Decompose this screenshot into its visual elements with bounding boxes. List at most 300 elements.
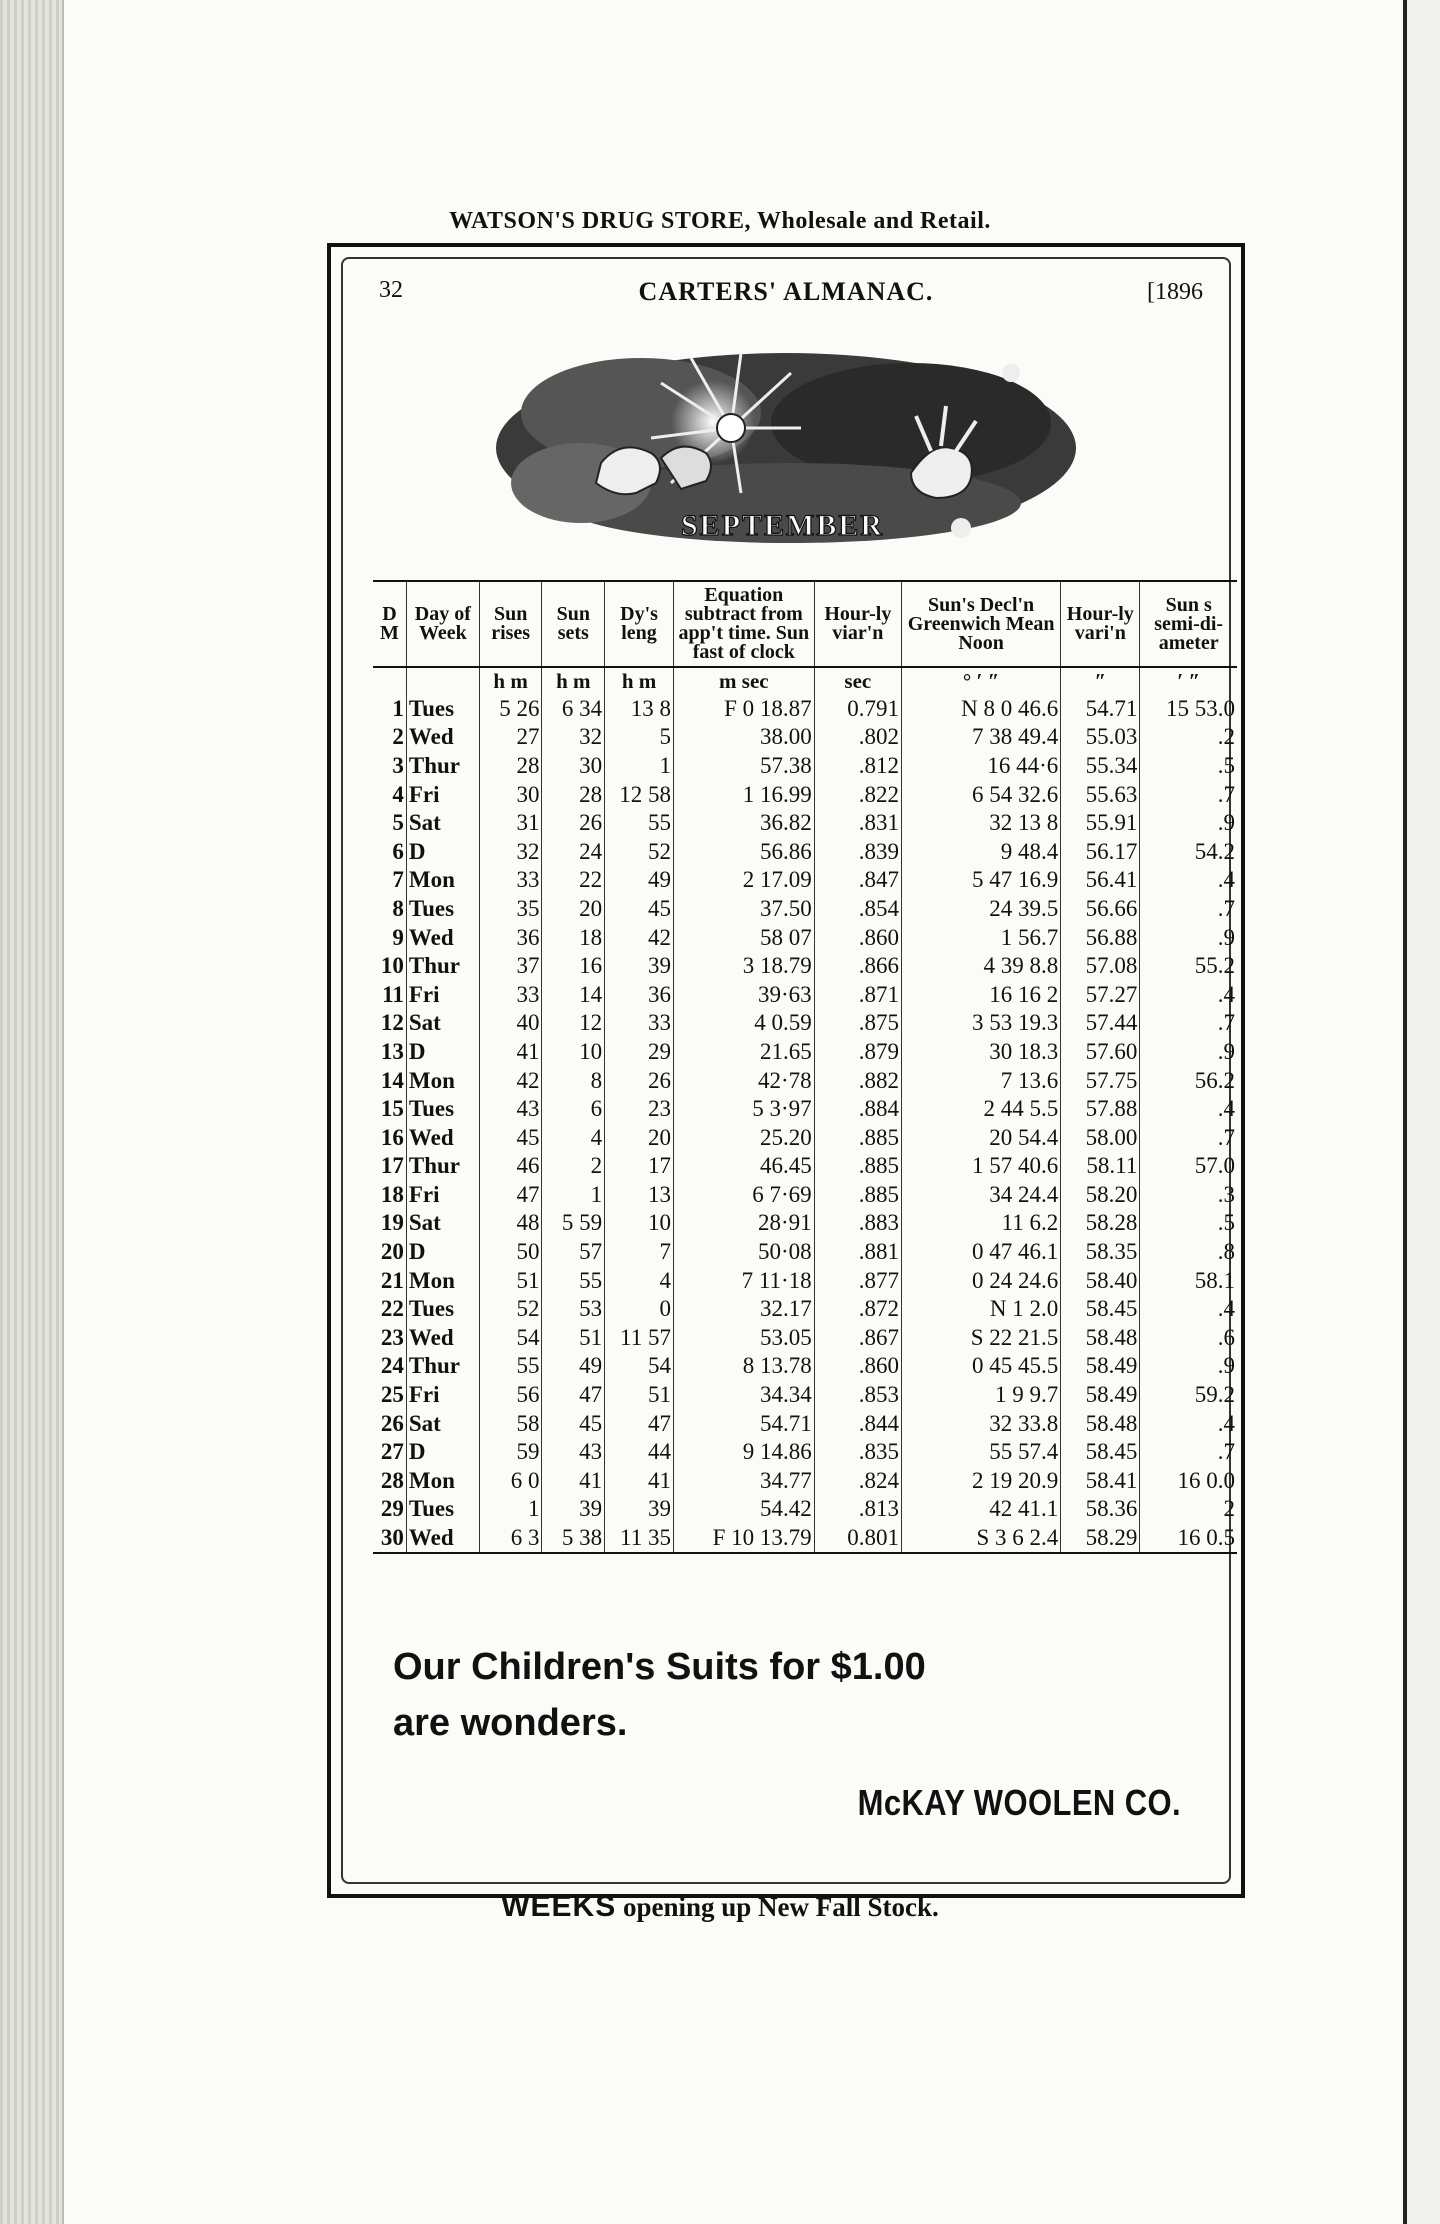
column-header: Sun s semi-di-ameter (1140, 581, 1237, 667)
table-cell: 10 (605, 1209, 674, 1238)
table-cell: 36 (605, 980, 674, 1009)
table-cell: 22 (542, 866, 605, 895)
table-cell: 16 0.5 (1140, 1523, 1237, 1553)
table-cell: 55 (479, 1352, 542, 1381)
table-cell: .6 (1217, 1324, 1235, 1350)
table-cell: 20 (605, 1123, 674, 1152)
table-cell: 34.34 (673, 1380, 814, 1409)
table-row (373, 694, 1237, 723)
table-cell: .875 (814, 1009, 901, 1038)
table-cell: D (406, 1037, 479, 1066)
table-cell: 5 59 (542, 1209, 605, 1238)
table-cell: Mon (406, 1266, 479, 1295)
table-cell: 31 (479, 808, 542, 837)
table-cell: 59.2 (1194, 1382, 1235, 1408)
table-cell: 26 (542, 808, 605, 837)
table-cell: 16 16 2 (902, 980, 1061, 1009)
table-cell: 18 (373, 1180, 406, 1209)
table-cell: .822 (814, 780, 901, 809)
footer-store-name: WEEKS (501, 1890, 617, 1923)
table-row (373, 808, 1237, 837)
table-cell: 34 24.4 (902, 1180, 1061, 1209)
table-cell: 57.44 (1061, 1009, 1140, 1038)
table-row (373, 1037, 1237, 1066)
table-cell: 47 (605, 1409, 674, 1438)
table-cell: 25.20 (673, 1123, 814, 1152)
table-cell: 34.77 (673, 1466, 814, 1495)
page-number: 32 (379, 277, 403, 303)
table-cell: .882 (814, 1066, 901, 1095)
table-cell: 51 (542, 1323, 605, 1352)
table-cell: 13 (605, 1180, 674, 1209)
table-row (373, 894, 1237, 923)
table-cell: 0 45 45.5 (902, 1352, 1061, 1381)
table-cell: 1 (373, 694, 406, 723)
table-cell: .802 (814, 723, 901, 752)
table-cell: Fri (406, 980, 479, 1009)
table-cell: 33 (605, 1009, 674, 1038)
table-cell: 0.791 (814, 694, 901, 723)
table-cell: 37 (479, 951, 542, 980)
table-cell: 32 (542, 723, 605, 752)
top-advertisement: WATSON'S DRUG STORE, Wholesale and Retail. (449, 208, 991, 234)
table-cell: 12 (373, 1009, 406, 1038)
table-cell: 40 (479, 1009, 542, 1038)
table-cell: ° ′ ″ (902, 667, 1061, 694)
table-cell: .872 (814, 1294, 901, 1323)
table-cell: Tues (406, 694, 479, 723)
table-cell: 0 47 46.1 (902, 1237, 1061, 1266)
table-cell: .4 (1217, 981, 1235, 1007)
table-cell: Thur (406, 1152, 479, 1181)
table-cell: 55.34 (1061, 751, 1140, 780)
table-cell: 56.41 (1061, 866, 1140, 895)
advert-company: McKAY WOOLEN CO. (857, 1782, 1181, 1823)
table-cell: 45 (605, 894, 674, 923)
table-cell: .2 (1217, 724, 1235, 750)
table-cell: 58.45 (1061, 1437, 1140, 1466)
table-cell: 5 38 (542, 1523, 605, 1553)
table-row (373, 1266, 1237, 1295)
table-cell: 54.71 (673, 1409, 814, 1438)
table-cell: 46.45 (673, 1152, 814, 1181)
table-cell: .844 (814, 1409, 901, 1438)
table-cell: m sec (673, 667, 814, 694)
table-cell: 52 (605, 837, 674, 866)
almanac-title: CARTERS' ALMANAC. (638, 277, 934, 306)
table-cell: 2 44 5.5 (902, 1094, 1061, 1123)
table-cell: 6 54 32.6 (902, 780, 1061, 809)
table-cell: 32 (479, 837, 542, 866)
table-cell: 57 (542, 1237, 605, 1266)
table-cell: N 1 2.0 (902, 1294, 1061, 1323)
table-cell: 28 (373, 1466, 406, 1495)
table-cell: 56.17 (1061, 837, 1140, 866)
table-cell: 20 (373, 1237, 406, 1266)
table-cell: 58.49 (1061, 1352, 1140, 1381)
column-header: Sun rises (479, 581, 542, 667)
column-header: Dy's leng (605, 581, 674, 667)
table-cell: 53.05 (673, 1323, 814, 1352)
table-cell: 55.91 (1061, 808, 1140, 837)
table-cell: S 3 6 2.4 (902, 1523, 1061, 1553)
table-cell: Fri (406, 1180, 479, 1209)
almanac-frame (327, 243, 1245, 1898)
table-cell: 0 (605, 1294, 674, 1323)
table-row (373, 1009, 1237, 1038)
table-row (373, 751, 1237, 780)
advert-line-1: Our Children's Suits for $1.00 (393, 1646, 926, 1688)
table-cell: 14 (373, 1066, 406, 1095)
table-cell: 58.48 (1061, 1409, 1140, 1438)
table-cell: 16 44·6 (902, 751, 1061, 780)
table-cell: 58.11 (1061, 1152, 1140, 1181)
table-cell: 22 (373, 1294, 406, 1323)
table-row (373, 1352, 1237, 1381)
table-cell: .3 (1217, 1181, 1235, 1207)
table-cell: 58.28 (1061, 1209, 1140, 1238)
table-cell: 39·63 (673, 980, 814, 1009)
table-cell: 54.2 (1194, 838, 1235, 864)
suits-advertisement (393, 1639, 1113, 1751)
table-cell: 28 (542, 780, 605, 809)
table-cell: 55 (605, 808, 674, 837)
table-cell: 43 (479, 1094, 542, 1123)
table-cell: 7 38 49.4 (902, 723, 1061, 752)
table-row (373, 1152, 1237, 1181)
table-cell: ′ ″ (1177, 668, 1201, 693)
table-cell: 23 (605, 1094, 674, 1123)
almanac-table (373, 580, 1237, 1554)
table-cell: 38.00 (673, 723, 814, 752)
table-cell: Wed (406, 1523, 479, 1553)
table-cell: 59 (479, 1437, 542, 1466)
table-cell: 42 (479, 1066, 542, 1095)
table-row (373, 1123, 1237, 1152)
table-cell: 57.27 (1061, 980, 1140, 1009)
table-cell: 58.29 (1061, 1523, 1140, 1553)
table-cell: .866 (814, 951, 901, 980)
table-cell: 45 (542, 1409, 605, 1438)
table-cell: 47 (479, 1180, 542, 1209)
table-cell: 9 14.86 (673, 1437, 814, 1466)
table-row (373, 1466, 1237, 1495)
table-cell: 53 (542, 1294, 605, 1323)
table-cell (406, 667, 479, 694)
table-cell: 7 (373, 866, 406, 895)
table-cell: Tues (406, 1094, 479, 1123)
table-row (373, 1237, 1237, 1266)
table-cell: 28·91 (673, 1209, 814, 1238)
table-cell: 58.45 (1061, 1294, 1140, 1323)
column-header: Equation subtract from app't time. Sun fast of clock (673, 581, 814, 667)
table-cell: .839 (814, 837, 901, 866)
table-cell: 28 (479, 751, 542, 780)
table-cell: 37.50 (673, 894, 814, 923)
table-cell: 36.82 (673, 808, 814, 837)
table-cell: 58.40 (1061, 1266, 1140, 1295)
table-cell: 10 (542, 1037, 605, 1066)
column-header: Hour-ly viar'n (814, 581, 901, 667)
table-cell: Wed (406, 1323, 479, 1352)
table-cell: .853 (814, 1380, 901, 1409)
table-cell: 55.03 (1061, 723, 1140, 752)
table-cell: 8 13.78 (673, 1352, 814, 1381)
table-cell: .871 (814, 980, 901, 1009)
table-cell: 6 (373, 837, 406, 866)
table-cell: 57.0 (1194, 1153, 1235, 1179)
table-cell: 56.2 (1194, 1067, 1235, 1093)
table-cell: .7 (1217, 1010, 1235, 1036)
table-cell: .9 (1217, 1353, 1235, 1379)
table-cell: 10 (373, 951, 406, 980)
table-cell: 0.801 (814, 1523, 901, 1553)
table-cell: .813 (814, 1495, 901, 1524)
table-cell: 5 3·97 (673, 1094, 814, 1123)
table-cell: 17 (605, 1152, 674, 1181)
table-cell: D (406, 1237, 479, 1266)
table-cell: Sat (406, 1409, 479, 1438)
table-cell: 27 (479, 723, 542, 752)
table-cell: .835 (814, 1437, 901, 1466)
table-cell: .7 (1217, 781, 1235, 807)
table-cell: .9 (1217, 810, 1235, 836)
table-cell: h m (542, 667, 605, 694)
table-cell: 26 (605, 1066, 674, 1095)
table-cell: 7 (605, 1237, 674, 1266)
table-cell: Wed (406, 923, 479, 952)
table-cell: 14 (542, 980, 605, 1009)
table-cell: 2 17.09 (673, 866, 814, 895)
table-cell: Fri (406, 780, 479, 809)
table-cell: ″ (1061, 667, 1140, 694)
table-row (373, 780, 1237, 809)
table-cell: 57.38 (673, 751, 814, 780)
table-cell: 16 (373, 1123, 406, 1152)
table-cell: 42·78 (673, 1066, 814, 1095)
table-cell: .5 (1217, 752, 1235, 778)
table-cell: 4 (605, 1266, 674, 1295)
table-cell: 58.48 (1061, 1323, 1140, 1352)
table-cell: 4 (542, 1123, 605, 1152)
table-cell: 39 (605, 1495, 674, 1524)
month-name: SEPTEMBER (681, 509, 885, 542)
table-cell: .885 (814, 1123, 901, 1152)
table-cell: .881 (814, 1237, 901, 1266)
table-cell: 2 19 20.9 (902, 1466, 1061, 1495)
table-cell: 57.75 (1061, 1066, 1140, 1095)
table-cell: 55.63 (1061, 780, 1140, 809)
table-cell: 57.60 (1061, 1037, 1140, 1066)
table-cell: .4 (1217, 1296, 1235, 1322)
table-cell: .5 (1217, 1210, 1235, 1236)
table-cell: S 22 21.5 (902, 1323, 1061, 1352)
table-cell: 12 (542, 1009, 605, 1038)
column-header: Day of Week (406, 581, 479, 667)
table-cell: 58 07 (673, 923, 814, 952)
table-row (373, 837, 1237, 866)
table-cell: F 0 18.87 (673, 694, 814, 723)
table-cell: 32 13 8 (902, 808, 1061, 837)
table-cell: 8 (373, 894, 406, 923)
table-cell: 7 11·18 (673, 1266, 814, 1295)
table-cell: 27 (373, 1437, 406, 1466)
table-cell: 4 0.59 (673, 1009, 814, 1038)
table-cell: 7 13.6 (902, 1066, 1061, 1095)
table-cell: 32.17 (673, 1294, 814, 1323)
table-cell: 6 34 (542, 694, 605, 723)
table-cell: 58.36 (1061, 1495, 1140, 1524)
table-row (373, 1523, 1237, 1553)
table-cell: Mon (406, 866, 479, 895)
table-cell: 41 (542, 1466, 605, 1495)
table-cell: Thur (406, 951, 479, 980)
table-cell: 1 16.99 (673, 780, 814, 809)
table-cell: .7 (1217, 895, 1235, 921)
table-cell: 18 (542, 923, 605, 952)
table-cell: 1 9 9.7 (902, 1380, 1061, 1409)
table-cell: .9 (1217, 924, 1235, 950)
table-cell: Fri (406, 1380, 479, 1409)
table-cell: 2 (1223, 1496, 1235, 1522)
table-cell: .879 (814, 1037, 901, 1066)
table-cell: 58.49 (1061, 1380, 1140, 1409)
table-cell: 56.66 (1061, 894, 1140, 923)
table-cell: 54 (479, 1323, 542, 1352)
table-cell: 42 (605, 923, 674, 952)
table-cell: 29 (605, 1037, 674, 1066)
table-cell: 24 39.5 (902, 894, 1061, 923)
table-cell: 39 (605, 951, 674, 980)
table-cell: .812 (814, 751, 901, 780)
table-cell: 56.86 (673, 837, 814, 866)
table-cell: Thur (406, 1352, 479, 1381)
table-cell: 36 (479, 923, 542, 952)
table-cell: Thur (406, 751, 479, 780)
table-cell: 58.00 (1061, 1123, 1140, 1152)
table-cell: 50 (479, 1237, 542, 1266)
table-cell: 2 (542, 1152, 605, 1181)
table-cell: .4 (1217, 1096, 1235, 1122)
table-cell: 49 (542, 1352, 605, 1381)
table-cell: 42 41.1 (902, 1495, 1061, 1524)
table-cell: 41 (605, 1466, 674, 1495)
table-header-row (373, 581, 1237, 667)
table-cell: 11 57 (605, 1323, 674, 1352)
table-cell: 0 24 24.6 (902, 1266, 1061, 1295)
table-cell: 54 (605, 1352, 674, 1381)
table-cell: .884 (814, 1094, 901, 1123)
table-cell: 50·08 (673, 1237, 814, 1266)
table-cell: 11 35 (605, 1523, 674, 1553)
table-cell: 24 (542, 837, 605, 866)
table-cell: 30 (479, 780, 542, 809)
table-cell: 11 6.2 (902, 1209, 1061, 1238)
table-cell: Tues (406, 1294, 479, 1323)
table-row (373, 1066, 1237, 1095)
table-cell: .885 (814, 1180, 901, 1209)
table-cell: .885 (814, 1152, 901, 1181)
table-cell: F 10 13.79 (673, 1523, 814, 1553)
table-cell: 1 (479, 1495, 542, 1524)
table-cell: Tues (406, 1495, 479, 1524)
table-cell: 54.42 (673, 1495, 814, 1524)
table-cell: 6 3 (479, 1523, 542, 1553)
table-cell: 23 (373, 1323, 406, 1352)
table-cell: Sat (406, 1209, 479, 1238)
bottom-advertisement (0, 1890, 1440, 1924)
table-cell: 13 (373, 1037, 406, 1066)
table-cell: .9 (1217, 1038, 1235, 1064)
table-cell: .883 (814, 1209, 901, 1238)
table-row (373, 866, 1237, 895)
table-cell: 6 0 (479, 1466, 542, 1495)
table-cell: 43 (542, 1437, 605, 1466)
table-cell: 6 7·69 (673, 1180, 814, 1209)
table-cell: 4 (373, 780, 406, 809)
table-cell: Mon (406, 1466, 479, 1495)
table-cell: 55 (542, 1266, 605, 1295)
table-cell: 44 (605, 1437, 674, 1466)
table-cell: 5 (605, 723, 674, 752)
table-cell: 15 (373, 1094, 406, 1123)
table-row (373, 1094, 1237, 1123)
table-cell: N 8 0 46.6 (902, 694, 1061, 723)
table-cell: 4 39 8.8 (902, 951, 1061, 980)
table-cell: 48 (479, 1209, 542, 1238)
table-cell: .860 (814, 1352, 901, 1381)
table-cell: .8 (1217, 1239, 1235, 1265)
column-header: Sun's Decl'n Greenwich Mean Noon (902, 581, 1061, 667)
table-cell: 16 (542, 951, 605, 980)
table-cell: 1 57 40.6 (902, 1152, 1061, 1181)
table-cell: 58.1 (1194, 1267, 1235, 1293)
table-cell: 55 57.4 (902, 1437, 1061, 1466)
table-cell: 58.41 (1061, 1466, 1140, 1495)
table-cell: 9 48.4 (902, 837, 1061, 866)
table-cell: 51 (479, 1266, 542, 1295)
table-cell: 41 (479, 1037, 542, 1066)
table-cell: 26 (373, 1409, 406, 1438)
table-cell: 58.20 (1061, 1180, 1140, 1209)
table-row (373, 723, 1237, 752)
table-cell: 3 53 19.3 (902, 1009, 1061, 1038)
table-cell: 51 (605, 1380, 674, 1409)
table-cell: 32 33.8 (902, 1409, 1061, 1438)
units-row (373, 667, 1237, 694)
table-cell: h m (605, 667, 674, 694)
table-cell: .867 (814, 1323, 901, 1352)
table-row (373, 923, 1237, 952)
table-cell: .4 (1217, 1410, 1235, 1436)
table-row (373, 1294, 1237, 1323)
table-cell: .824 (814, 1466, 901, 1495)
table-cell: 52 (479, 1294, 542, 1323)
table-cell: sec (814, 667, 901, 694)
table-cell: 3 (373, 751, 406, 780)
table-cell: 46 (479, 1152, 542, 1181)
table-cell: 35 (479, 894, 542, 923)
table-cell: 39 (542, 1495, 605, 1524)
table-cell: 5 47 16.9 (902, 866, 1061, 895)
table-cell: 13 8 (605, 694, 674, 723)
table-row (373, 980, 1237, 1009)
table-cell: 5 (373, 808, 406, 837)
table-cell: 30 18.3 (902, 1037, 1061, 1066)
table-cell: .4 (1217, 867, 1235, 893)
table-cell: 8 (542, 1066, 605, 1095)
table-cell: 3 18.79 (673, 951, 814, 980)
